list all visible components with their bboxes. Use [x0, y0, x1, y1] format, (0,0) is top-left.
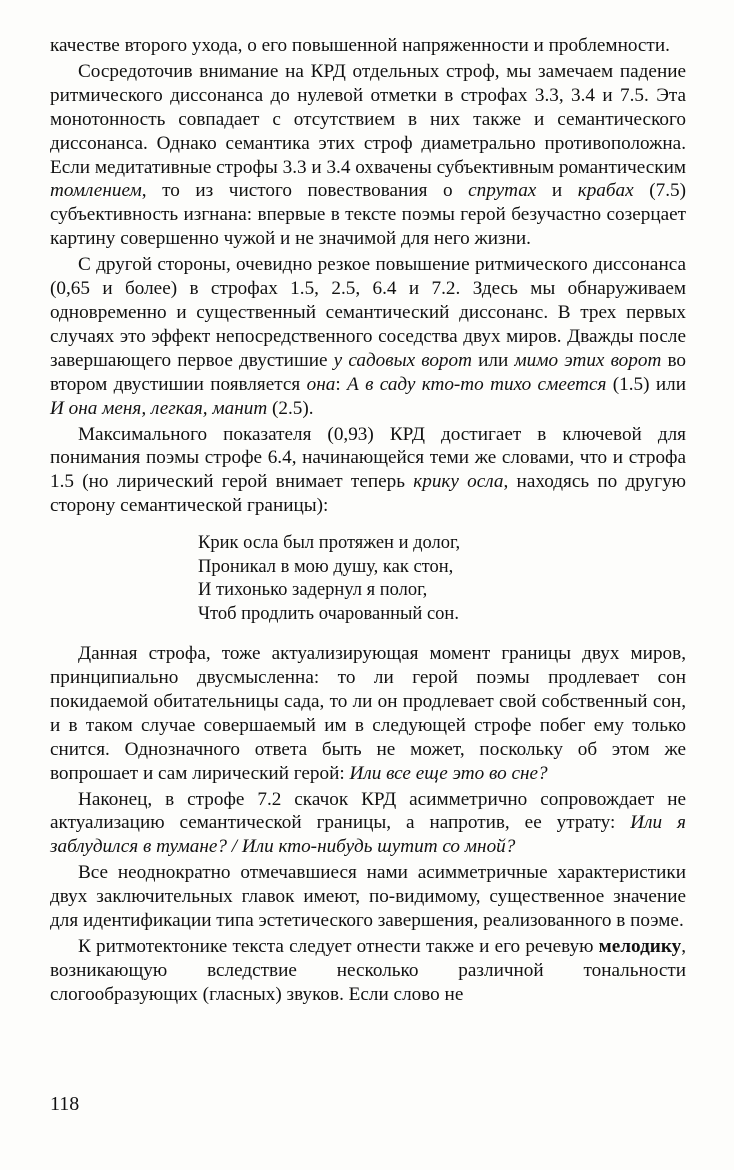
poem-line: И тихонько задернул я полог, [198, 580, 428, 601]
italic-term: крабах [577, 180, 634, 202]
italic-quote: крику осла [413, 471, 504, 493]
paragraph: Сосредоточив внимание на КРД отдельных строф, мы замечаем падение ритмического диссонанса до нулевой отметки в строфах 3.3, 3.4 и 7.5. Эта монотонность совпадает с отсутствием в них также и семантического диссонанса. Однако семантика этих строф диаметрально противоположна. Если медитативные строфы 3.3 и 3.4 охвачены субъективным романтическим томлением, то из чистого повествования о спрутах и крабах (7.5) субъективность изгнана: впервые в тексте поэмы герой безучастно созерцает картину совершенно чужой и не значимой для него жизни. [50, 60, 686, 250]
bold-term: мелодику [598, 936, 682, 957]
paragraph: С другой стороны, очевидно резкое повышение ритмического диссонанса (0,65 и более) в строфах 1.5, 2.5, 6.4 и 7.2. Здесь мы обнаруживаем одновременно и существенный семантический диссонанс. В трех первых случаях это эффект непосредственного соседства двух миров. Дважды после завершающего первое двустишие у садовых ворот или мимо этих ворот во втором двустишии появляется она: А в саду кто-то тихо смеется (1.5) или И она меня, легкая, манит (2.5). [50, 254, 686, 419]
italic-quote: Или я заблудился в тумане? / Или кто-нибудь шутит со мной? [50, 812, 686, 858]
paragraph: Все неоднократно отмечавшиеся нами асимметричные характеристики двух заключительных главок имеют, по-видимому, существенное значение для идентификации типа эстетического завершения, реализованного в поэме. [50, 862, 686, 932]
paragraph: Максимального показателя (0,93) КРД достигает в ключевой для понимания поэмы строфе 6.4, начинающейся теми же словами, что и строфа 1.5 (но лирический герой внимает теперь крику осла, находясь по другую сторону семантической границы): [50, 423, 686, 517]
italic-quote: И она меня, легкая, манит [50, 397, 268, 419]
paragraph: качестве второго ухода, о его повышенной напряженности и проблемности. [50, 35, 670, 56]
italic-quote: она [306, 373, 336, 395]
paragraph: К ритмотектонике текста следует отнести также и его речевую мелодику, возникающую вследствие несколько различной тональности слогообразующих (гласных) звуков. Если слово не [50, 936, 686, 1005]
italic-term: томлением [50, 180, 142, 202]
italic-term: спрутах [468, 180, 537, 202]
italic-quote: мимо этих ворот [514, 349, 662, 371]
body-text [50, 34, 686, 1007]
italic-quote: А в саду кто-то тихо смеется [347, 373, 607, 395]
paragraph: Данная строфа, тоже актуализирующая момент границы двух миров, принципиально двусмысленна: то ли герой поэмы продлевает сон покидаемой обитательницы сада, то ли он продлевает свой собственный сон, и в таком случае совершаемый им в следующей строфе побег ему только снится. Однозначного ответа быть не может, поскольку об этом же вопрошает и сам лирический герой: Или все еще это во сне? [50, 643, 686, 784]
paragraph: Наконец, в строфе 7.2 скачок КРД асимметрично сопровождает не актуализацию семантической границы, а напротив, ее утрату: Или я заблудился в тумане? / Или кто-нибудь шутит со мной? [50, 788, 686, 858]
poem-line: Проникал в мою душу, как стон, [198, 556, 454, 577]
italic-quote: Или все еще это во сне? [349, 762, 548, 784]
page-number: 118 [50, 1093, 80, 1115]
italic-quote: у садовых ворот [333, 349, 472, 371]
poem-line: Крик осла был протяжен и долог, [198, 533, 461, 554]
poem-quote [198, 532, 686, 626]
poem-line: Чтоб продлить очарованный сон. [198, 603, 459, 624]
